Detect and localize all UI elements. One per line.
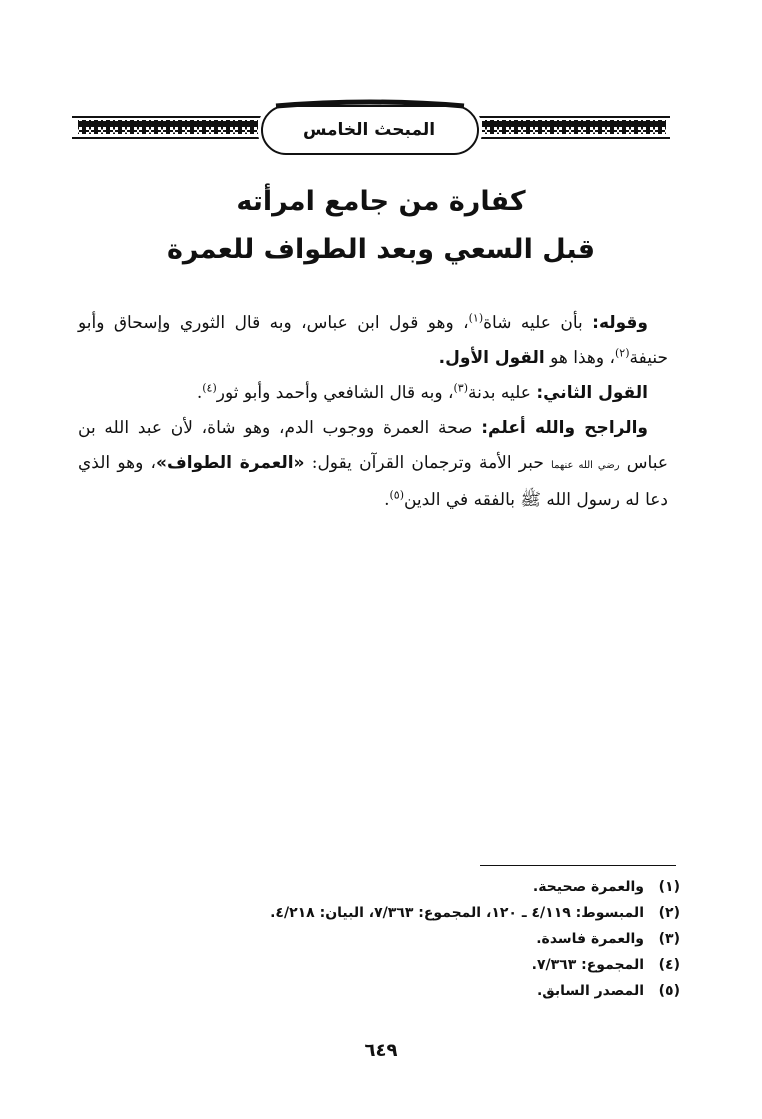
footnote-ref-3[interactable]: (٣) (453, 381, 468, 395)
footnote-text: المصدر السابق. (536, 983, 644, 999)
footnote-ref-1[interactable]: (١) (468, 311, 484, 325)
footnotes (120, 874, 680, 1004)
text-run: بالفقه في الدين (403, 490, 521, 510)
honorific-glyph: رضي الله عنهما (551, 460, 620, 471)
lead-word: القول الثاني: (536, 383, 648, 403)
footnote-text: المجموع: ٧/٣٦٣. (531, 957, 644, 973)
footnote-ref-4[interactable]: (٤) (202, 381, 217, 395)
lead-word: وقوله: (592, 313, 649, 333)
footnote-number: (١) (658, 879, 680, 895)
page-number: ٦٤٩ (364, 1040, 398, 1061)
quoted-phrase: «العمرة الطواف» (156, 453, 305, 473)
footnote-separator (480, 865, 676, 866)
footnote-item (120, 926, 680, 952)
text-run: ، وهو قول ابن عباس، وبه قال الثوري وإسحاق وأبو حنيفة (78, 313, 668, 368)
honorific-glyph: ﷺ (520, 490, 541, 510)
footnote-number: (٣) (658, 931, 680, 947)
text-run: عليه بدنة (467, 383, 537, 403)
text-run: ، وهذا هو (544, 348, 615, 368)
footnote-number: (٤) (658, 957, 680, 973)
footnote-item (120, 952, 680, 978)
footnote-ref-5[interactable]: (٥) (389, 488, 404, 502)
section-header-band (72, 96, 670, 164)
body-text (78, 306, 668, 518)
text-run: . (196, 383, 203, 403)
footnote-text: المبسوط: ٤/١١٩ ـ ١٢٠، المجموع: ٧/٣٦٣، البيان: ٤/٢١٨. (270, 905, 644, 921)
text-run: ، وبه قال الشافعي وأحمد وأبو ثور (216, 383, 454, 403)
footnote-number: (٢) (658, 905, 680, 921)
section-label: المبحث الخامس (302, 120, 436, 140)
footnote-text: والعمرة صحيحة. (532, 879, 644, 895)
text-run: ، وهو الذي دعا له رسول الله (78, 453, 668, 510)
footnote-item (120, 900, 680, 926)
footnote-text: والعمرة فاسدة. (536, 931, 644, 947)
lead-word: والراجح والله أعلم: (481, 418, 648, 438)
paragraph-second-opinion (78, 376, 668, 411)
footnote-ref-2[interactable]: (٢) (615, 346, 630, 360)
text-run: . (384, 490, 390, 510)
paragraph-preferred-opinion (78, 411, 668, 518)
text-run: بأن عليه شاة (483, 313, 593, 333)
footnote-number: (٥) (658, 983, 680, 999)
text-run: حبر الأمة وترجمان القرآن يقول: (304, 453, 552, 473)
footnote-item (120, 978, 680, 1004)
bold-phrase: القول الأول. (438, 348, 545, 368)
paragraph-first-opinion (78, 306, 668, 376)
page-title-line-2: قبل السعي وبعد الطواف للعمرة (166, 234, 596, 265)
text-run: صحة العمرة ووجوب الدم، وهو شاة، لأن عبد الله بن عباس (78, 418, 669, 473)
footnote-item (120, 874, 680, 900)
page-title-line-1: كفارة من جامع امرأته (236, 186, 526, 217)
